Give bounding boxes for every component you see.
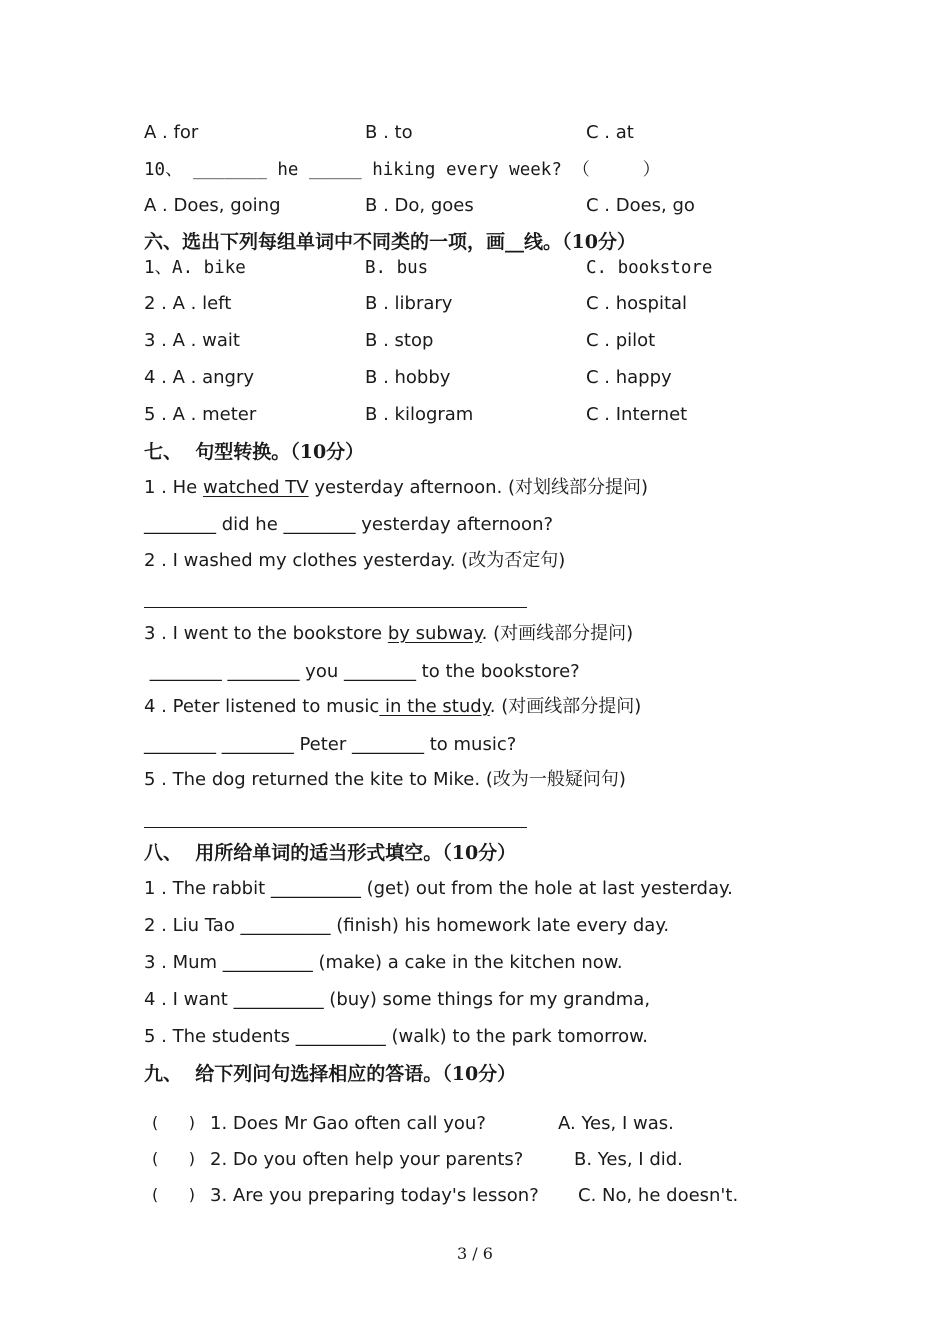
q1-pre: 1 . He [144,477,203,498]
answer-line-q2 [144,607,527,608]
q4-post: . (对画线部分提问) [489,696,642,717]
section8-item1: 1 . The rabbit __________ (get) out from the hole at last yesterday. [144,878,733,899]
q3-pre: 3 . I went to the bookstore [144,623,388,644]
section6-row4-a: 4 . A . angry [144,367,255,388]
section8-heading: 八、 用所给单词的适当形式填空。（10分） [144,842,517,864]
section9-item3-question: 3. Are you preparing today's lesson? [210,1185,539,1206]
q4-underlined: in the study [379,696,490,717]
section7-q2: 2 . I washed my clothes yesterday. (改为否定句) [144,550,566,571]
section7-q5: 5 . The dog returned the kite to Mike. (改为一般疑问句) [144,769,626,790]
section6-row2-b: B . library [365,293,453,314]
q3-underlined: by subway [387,623,482,644]
section7-q4-answer: ________ ________ Peter ________ to music? [144,734,517,755]
section6-row4-b: B . hobby [365,367,451,388]
section6-heading: 六、选出下列每组单词中不同类的一项，画__线。（10分） [144,231,636,253]
q4-pre: 4 . Peter listened to music [144,696,380,717]
section9-heading: 九、 给下列问句选择相应的答语。（10分） [144,1063,517,1085]
section6-row3-c: C . pilot [586,330,656,351]
section9-item1-paren: ( ) [152,1113,195,1132]
section6-row4-c: C . happy [586,367,672,388]
section7-q1 [144,479,648,497]
section9-item3-answer: C. No, he doesn't. [578,1185,739,1206]
q10-option-c: C . Does, go [586,195,695,216]
q9-option-c: C . at [586,122,634,143]
section7-q3 [144,625,633,643]
section9-item2-question: 2. Do you often help your parents? [210,1149,524,1170]
section8-item3: 3 . Mum __________ (make) a cake in the kitchen now. [144,952,623,973]
section7-q1-answer: ________ did he ________ yesterday afternoon? [144,514,554,535]
q1-post: yesterday afternoon. (对划线部分提问) [308,477,649,498]
q9-option-a: A . for [144,122,199,143]
section6-row5-c: C . Internet [586,404,688,425]
section6-row5-b: B . kilogram [365,404,474,425]
section6-row5-a: 5 . A . meter [144,404,257,425]
section7-heading: 七、 句型转换。（10分） [144,441,365,463]
section9-item1-answer: A. Yes, I was. [558,1113,674,1134]
section6-row1-c: C. bookstore [586,258,713,278]
section9-item2-paren: ( ) [152,1149,195,1168]
q1-underlined: watched TV [202,477,309,498]
section6-row2-c: C . hospital [586,293,688,314]
section8-item2: 2 . Liu Tao __________ (finish) his homework late every day. [144,915,670,936]
section9-item3-paren: ( ) [152,1185,195,1204]
section6-row1-b: B. bus [365,258,429,278]
section8-item4: 4 . I want __________ (buy) some things for my grandma, [144,989,651,1010]
q9-option-b: B . to [365,122,413,143]
section6-row2-a: 2 . A . left [144,293,232,314]
section8-item5: 5 . The students __________ (walk) to the park tomorrow. [144,1026,648,1047]
q10-stem: 10、 _______ he _____ hiking every week? （ ） [144,160,661,180]
section9-item1-question: 1. Does Mr Gao often call you? [210,1113,486,1134]
section6-row3-a: 3 . A . wait [144,330,240,351]
q10-option-b: B . Do, goes [365,195,474,216]
q3-post: . (对画线部分提问) [481,623,634,644]
answer-line-q5 [144,827,527,828]
section7-q3-answer: ________ ________ you ________ to the bookstore? [144,661,580,682]
q10-option-a: A . Does, going [144,195,281,216]
section6-row1-a: 1、A. bike [144,258,246,278]
section7-q4 [144,698,641,716]
section6-row3-b: B . stop [365,330,434,351]
page-number: 3 / 6 [457,1244,493,1263]
section9-item2-answer: B. Yes, I did. [574,1149,683,1170]
